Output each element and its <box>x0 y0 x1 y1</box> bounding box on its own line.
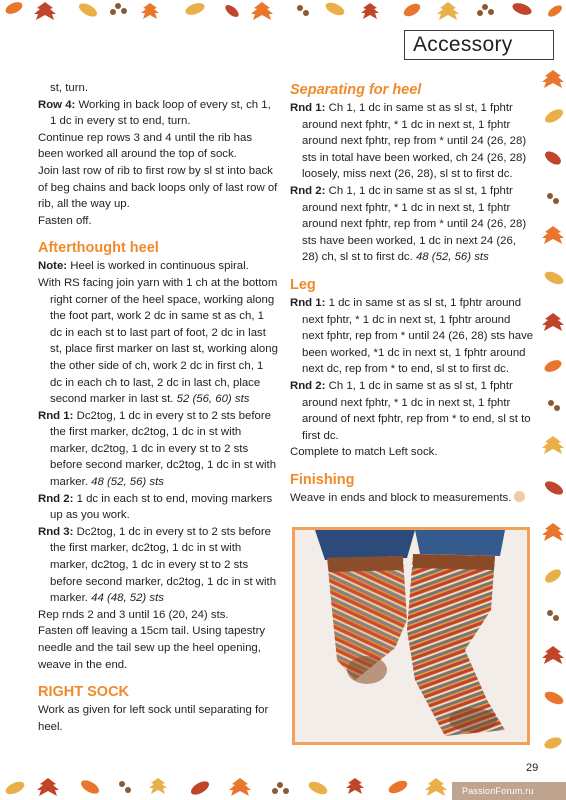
leaf-pattern-icon <box>541 68 566 768</box>
left-column <box>38 80 278 735</box>
right-column <box>290 80 534 506</box>
top-leaf-border <box>0 0 566 22</box>
section-title: Accessory <box>404 30 554 60</box>
sock-photo <box>292 527 530 745</box>
separating-rnd1: Rnd 1: Ch 1, 1 dc in same st as sl st, 1 fphtr around next fphtr, * 1 dc in next st, 1 fphtr around next fphtr, rep from * until 24 (26, 28) sts in total have been worked, ch 24 (26, 28) loosely, miss next (26, 28), sl st to first dc. <box>290 102 527 181</box>
complete-text: Complete to match Left sock. <box>290 446 438 459</box>
continue-text: Continue rep rows 3 and 4 until the rib has been worked all around the top of sock. <box>38 131 253 161</box>
heel-rnd2: Rnd 2: 1 dc in each st to end, moving markers up as you work. <box>38 492 273 522</box>
repeat-text: Rep rnds 2 and 3 until 16 (20, 24) sts. <box>38 608 229 621</box>
heel-rnd3: Rnd 3: Dc2tog, 1 dc in every st to 2 sts before the first marker, dc2tog, 1 dc in st with marker, dc2tog, 1 dc in every st to 2 sts before second marker, dc2tog, 1 dc in st with marker. 44 (48, 52) sts <box>38 525 277 605</box>
right-sock-heading: RIGHT SOCK <box>38 684 130 701</box>
right-leaf-border <box>541 68 566 768</box>
row4-instruction: Row 4: Working in back loop of every st, ch 1, 1 dc in every st to end, turn. <box>38 98 271 128</box>
finishing-text: Weave in ends and block to measurements. <box>290 490 534 507</box>
finishing-heading: Finishing <box>290 471 355 488</box>
intro-continuation: st, turn. <box>50 82 88 94</box>
sock-illustration-icon <box>295 530 527 742</box>
heel-rnd1: Rnd 1: Dc2tog, 1 dc in every st to 2 sts before the first marker, dc2tog, 1 dc in st with marker, dc2tog, 1 dc in every st to 2 sts before second marker, dc2tog, 1 dc in st with marker. 48 (52, 56) sts <box>38 409 277 489</box>
note-text: Note: Heel is worked in continuous spiral. <box>38 260 249 273</box>
afterthought-heel-heading: Afterthought heel <box>38 240 159 257</box>
separating-heel-heading: Separating for heel <box>290 82 422 98</box>
leg-rnd2: Rnd 2: Ch 1, 1 dc in same st as sl st, 1 fphtr around next fphtr, * 1 dc in next st, 1 fphtr around of next fphtr, rep from * to end, sl st to first dc. <box>290 379 531 442</box>
right-sock-text: Work as given for left sock until separating for heel. <box>38 704 269 733</box>
leg-heading: Leg <box>290 276 316 293</box>
rs-facing-text: With RS facing join yarn with 1 ch at the bottom right corner of the heel space, working along the foot part, work 2 dc in same st as ch, 1 dc in each st to last part of foot, 2 dc in last st, place first marker on last st, working along the other side of ch, work 2 dc in first ch, 1 dc in each ch to last, 2 dc in last ch, place second marker in last st. 52 (56, 60) sts <box>38 276 278 406</box>
leaf-pattern-icon <box>0 0 566 22</box>
fasten-tail-text: Fasten off leaving a 15cm tail. Using tapestry needle and the tail sew up the heel opening, weave in the end. <box>38 625 266 671</box>
watermark-text: PassionForum.ru <box>462 786 534 796</box>
fasten-off-text: Fasten off. <box>38 214 92 227</box>
end-mark-icon <box>514 491 525 502</box>
page-number: 29 <box>526 762 539 774</box>
separating-rnd2: Rnd 2: Ch 1, 1 dc in same st as sl st, 1 fphtr around next fphtr, * 1 dc in next st, 1 fphtr around next fphtr, rep from * until 24 (26, 28) sts have been worked, 1 dc in next 24 (26, 28) ch, sl st to first dc. 48 (52, 56) sts <box>290 184 527 264</box>
join-text: Join last row of rib to first row by sl st into back of beg chains and back loops only of last row of rib, all the way up. <box>38 164 278 211</box>
leg-rnd1: Rnd 1: 1 dc in same st as sl st, 1 fphtr around next fphtr, * 1 dc in next st, 1 fphtr around next fphtr, rep from * until 24 (26, 28) sts have been worked, *1 dc in next st, 1 fphtr around next dc, rep from * to end, sl st to first dc. <box>290 296 534 376</box>
